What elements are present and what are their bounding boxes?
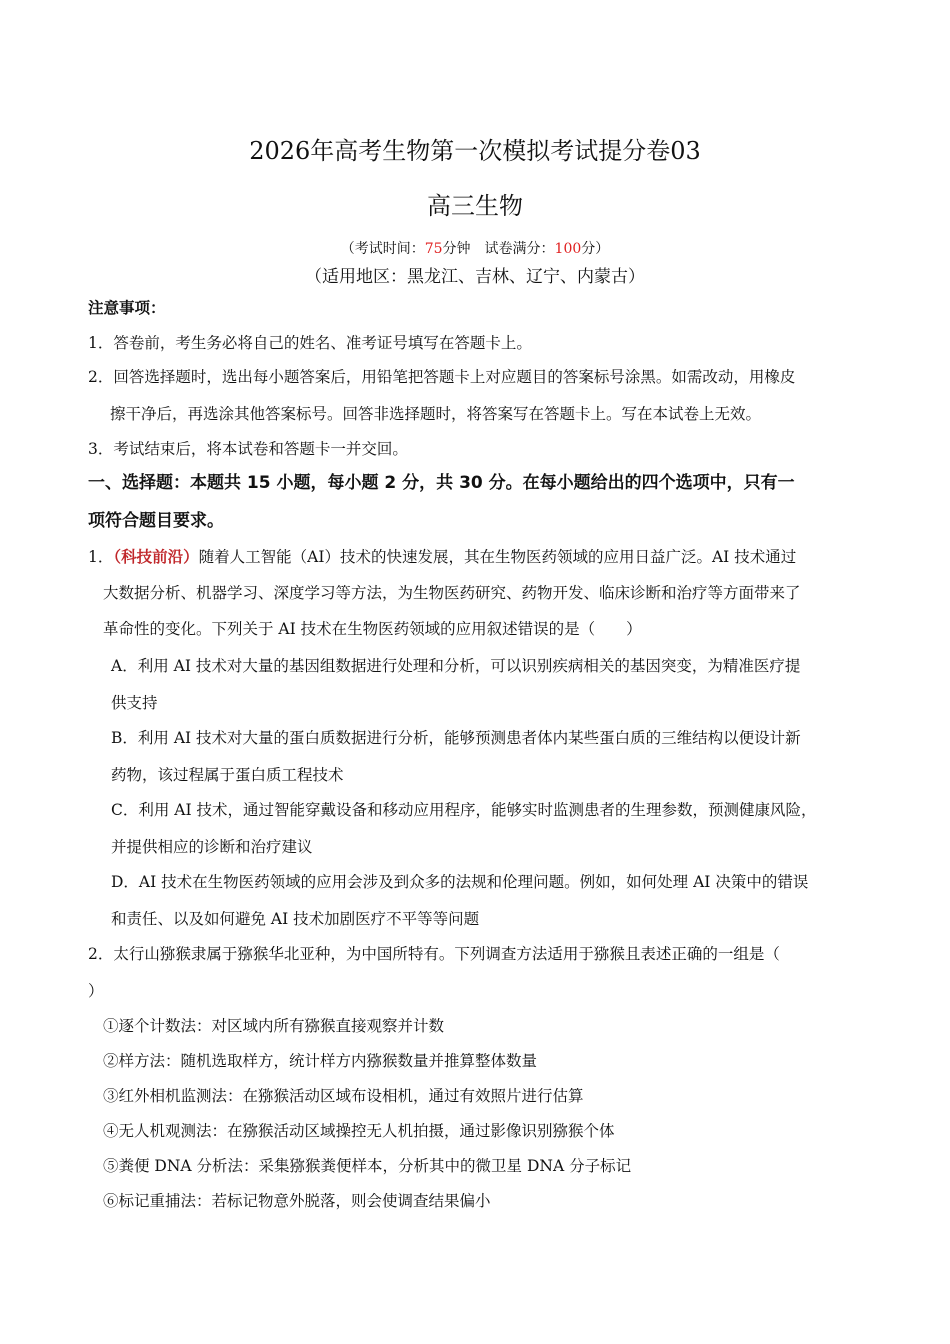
question-2-item-2: ②样方法：随机选取样方，统计样方内猕猴数量并推算整体数量 (103, 1052, 538, 1070)
question-2-item-1: ①逐个计数法：对区域内所有猕猴直接观察并计数 (103, 1017, 445, 1035)
question-2-item-5: ⑤粪便 DNA 分析法：采集猕猴粪便样本，分析其中的微卫星 DNA 分子标记 (103, 1157, 632, 1175)
question-2-stem-cont: ） (88, 982, 104, 1000)
question-2-item-6: ⑥标记重捕法：若标记物意外脱落，则会使调查结果偏小 (103, 1192, 491, 1210)
exam-info-middle: 分钟 试卷满分： (442, 241, 555, 257)
exam-info-prefix: （考试时间： (340, 241, 425, 257)
question-2-item-3: ③红外相机监测法：在猕猴活动区域布设相机，通过有效照片进行估算 (103, 1087, 584, 1105)
exam-region: （适用地区：黑龙江、吉林、辽宁、内蒙古） (305, 267, 645, 287)
exam-info-suffix: 分） (581, 241, 610, 257)
exam-score: 100 (554, 241, 582, 257)
exam-time: 75 (424, 241, 443, 257)
notice-heading: 注意事项： (88, 299, 166, 317)
question-1-option-c: C．利用 AI 技术，通过智能穿戴设备和移动应用程序，能够实时监测患者的生理参数，预测健康风险， (111, 801, 817, 819)
question-1-option-b-cont: 药物，该过程属于蛋白质工程技术 (111, 766, 344, 784)
exam-info (0, 238, 950, 260)
question-2-stem: 2．太行山猕猴隶属于猕猴华北亚种，为中国所特有。下列调查方法适用于猕猴且表述正确的一组是（ (88, 945, 780, 963)
exam-subtitle: 高三生物 (427, 192, 523, 220)
section-heading: 一、选择题：本题共 15 小题，每小题 2 分，共 30 分。在每小题给出的四个选项中，只有一 (88, 473, 795, 493)
question-1-option-a-cont: 供支持 (111, 694, 158, 712)
notice-item-2-cont: 擦干净后，再选涂其他答案标号。回答非选择题时，将答案写在答题卡上。写在本试卷上无效。 (110, 405, 762, 423)
question-1-tag: （科技前沿） (113, 548, 199, 566)
question-2-item-4: ④无人机观测法：在猕猴活动区域操控无人机拍摄，通过影像识别猕猴个体 (103, 1122, 615, 1140)
question-1-option-d: D．AI 技术在生物医药领域的应用会涉及到众多的法规和伦理问题。例如，如何处理 AI 决策中的错误 (111, 873, 809, 891)
question-1-number: 1． (88, 548, 114, 566)
exam-title: 2026年高考生物第一次模拟考试提分卷03 (249, 137, 701, 165)
notice-item-3: 3．考试结束后，将本试卷和答题卡一并交回。 (88, 440, 408, 458)
question-1-option-c-cont: 并提供相应的诊断和治疗建议 (111, 838, 313, 856)
question-1-option-a: A．利用 AI 技术对大量的基因组数据进行处理和分析，可以识别疾病相关的基因突变，为精准医疗提 (111, 657, 801, 675)
question-1-stem-line2: 大数据分析、机器学习、深度学习等方法，为生物医药研究、药物开发、临床诊断和治疗等方面带来了 (103, 584, 801, 602)
notice-item-2: 2．回答选择题时，选出每小题答案后，用铅笔把答题卡上对应题目的答案标号涂黑。如需改动，用橡皮 (88, 368, 796, 386)
section-heading-cont: 项符合题目要求。 (88, 511, 224, 531)
question-1-option-d-cont: 和责任、以及如何避免 AI 技术加剧医疗不平等等问题 (111, 910, 480, 928)
question-1-stem (88, 546, 796, 568)
notice-item-1: 1．答卷前，考生务必将自己的姓名、准考证号填写在答题卡上。 (88, 334, 532, 352)
question-1-option-b: B．利用 AI 技术对大量的蛋白质数据进行分析，能够预测患者体内某些蛋白质的三维结构以便设计新 (111, 729, 801, 747)
question-1-stem-line3: 革命性的变化。下列关于 AI 技术在生物医药领域的应用叙述错误的是（ ） (103, 620, 642, 638)
question-1-text: 随着人工智能（AI）技术的快速发展，其在生物医药领域的应用日益广泛。AI 技术通过 (198, 548, 797, 566)
